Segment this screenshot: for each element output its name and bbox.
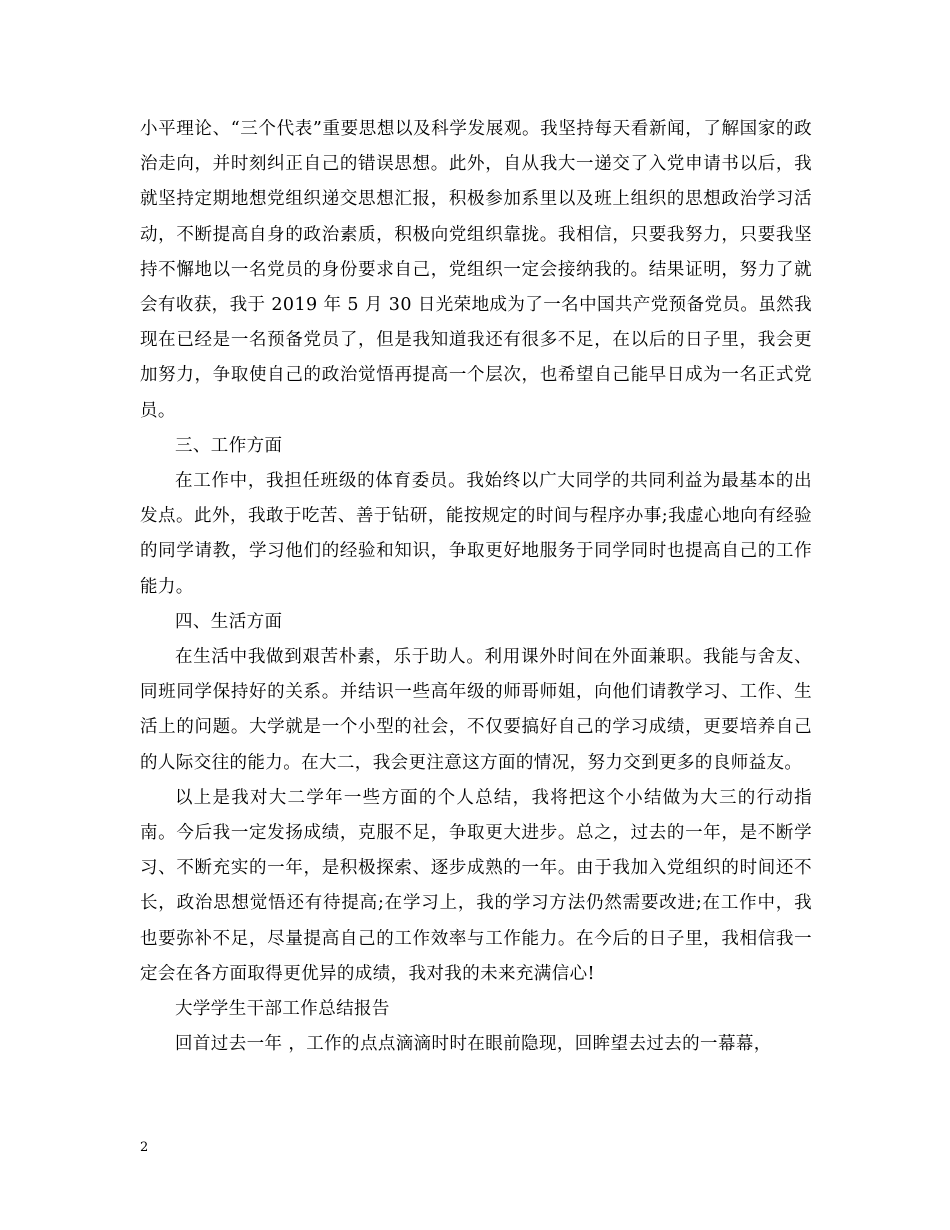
paragraph-report-intro: 回首过去一年 ，工作的点点滴滴时时在眼前隐现，回眸望去过去的一幕幕， [175,1034,772,1055]
paragraph-summary: 以上是我对大二学年一些方面的个人总结，我将把这个小结做为大三的行动指南。今后我一定发扬成绩，克服不足，争取更大进步。总之，过去的一年，是不断学习、不断充实的一年，是积极探索、逐步成熟的一年。由于我加入党组织的时间还不长，政治思想觉悟还有待提高;在学习上，我的学习方法仍然需要改进;在工作中，我也要弥补不足，尽量提高自己的工作效率与工作能力。在今后的日子里，我相信我一定会在各方面取得更优异的成绩，我对我的未来充满信心! [140,787,812,984]
paragraph-politics-continued: 小平理论、“三个代表”重要思想以及科学发展观。我坚持每天看新闻，了解国家的政治走向，并时刻纠正自己的错误思想。此外，自从我大一递交了入党申请书以后，我就坚持定期地想党组织递交思想汇报，积极参加系里以及班上组织的思想政治学习活动，不断提高自身的政治素质，积极向党组织靠拢。我相信，只要我努力，只要我坚持不懈地以一名党员的身份要求自己，党组织一定会接纳我的。结果证明，努力了就会有收获，我于 2019 年 5 月 30 日光荣地成为了一名中国共产党预备党员。虽然我现在已经是一名预备党员了，但是我知道我还有很多不足，在以后的日子里，我会更加努力，争取使自己的政治觉悟再提高一个层次，也希望自己能早日成为一名正式党员。 [140,119,812,421]
document-body [140,112,812,1062]
section-heading-work: 三、工作方面 [175,435,283,456]
paragraph-work: 在工作中，我担任班级的体育委员。我始终以广大同学的共同利益为最基本的出发点。此外，我敢于吃苦、善于钻研，能按规定的时间与程序办事;我虚心地向有经验的同学请教，学习他们的经验和知识，争取更好地服务于同学同时也提高自己的工作能力。 [140,471,812,597]
report-title: 大学学生干部工作总结报告 [175,999,390,1020]
section-heading-life: 四、生活方面 [175,611,283,632]
page-number: 2 [140,1140,149,1155]
paragraph-life: 在生活中我做到艰苦朴素，乐于助人。利用课外时间在外面兼职。我能与舍友、同班同学保持好的关系。并结识一些高年级的师哥师姐，向他们请教学习、工作、生活上的问题。大学就是一个小型的社会，不仅要搞好自己的学习成绩，更要培养自己的人际交往的能力。在大二，我会更注意这方面的情况，努力交到更多的良师益友。 [140,647,812,773]
